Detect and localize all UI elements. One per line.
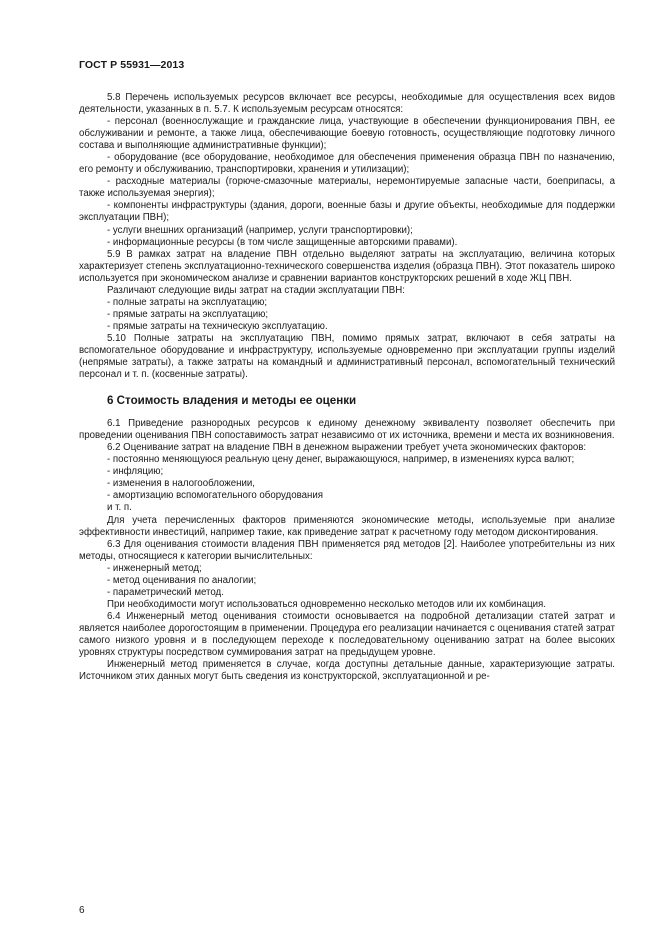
list-item: - расходные материалы (горюче-смазочные материалы, неремонтируемые запасные части, боеприпасы, а также используемая энергия); <box>79 176 615 200</box>
list-item: - компоненты инфраструктуры (здания, дороги, военные базы и другие объекты, необходимые для поддержки эксплуатации ПВН); <box>79 200 615 224</box>
paragraph-6-4: 6.4 Инженерный метод оценивания стоимости основывается на подробной детализации статей затрат и является наиболее дорогостоящим в применении. Процедура его реализации начинается с оценивания статей затрат самого низкого уровня и в последующем переходе к последовательному оцениванию затрат на более высоких уровнях структуры посредством суммирования затрат на предыдущем уровне. <box>79 610 615 659</box>
list-item: - прямые затраты на эксплуатацию; <box>107 308 269 320</box>
paragraph-5-9: 5.9 В рамках затрат на владение ПВН отдельно выделяют затраты на эксплуатацию, величина которых характеризует степень эксплуатационно-технического совершенства изделия (образца ПВН). Этот показатель широко используется при экономическом анализе и сравнении вариантов конструкторских решений в ходе ЖЦ ПВН. <box>79 248 615 284</box>
list-item: - параметрический метод. <box>107 586 224 598</box>
paragraph-6-3-combination: При необходимости могут использоваться одновременно несколько методов или их комбинация. <box>107 598 546 610</box>
paragraph-5-10: 5.10 Полные затраты на эксплуатацию ПВН, помимо прямых затрат, включают в себя затраты на вспомогательное оборудование и инфраструктуру, используемые одновременно при эксплуатации группы изделий (непрямые затраты), а также затраты на командный и административный персонал, вспомогательный технический персонал и т. п. (косвенные затраты). <box>79 332 615 381</box>
section-heading-6: 6 Стоимость владения и методы ее оценки <box>107 394 357 408</box>
list-item: - полные затраты на эксплуатацию; <box>107 296 268 308</box>
paragraph-6-2-factors: Для учета перечисленных факторов применяются экономические методы, используемые при анализе эффективности инвестиций, например такие, как приведение затрат к расчетному году методом дисконтирования. <box>79 514 615 538</box>
list-item: - изменения в налогообложении, <box>107 478 255 490</box>
list-item: - информационные ресурсы (в том числе защищенные авторскими правами). <box>107 236 458 248</box>
paragraph-5-8: 5.8 Перечень используемых ресурсов включает все ресурсы, необходимые для осуществления всех видов деятельности, указанных в п. 5.7. К используемым ресурсам относятся: <box>79 92 615 116</box>
list-item: - постоянно меняющуюся реальную цену денег, выражающуюся, например, в изменениях курса валют; <box>107 454 575 466</box>
page-body <box>79 92 615 683</box>
page-number: 6 <box>79 905 85 916</box>
list-item: - персонал (военнослужащие и гражданские лица, участвующие в обеспечении функционирования ПВН, ее обслуживании и ремонте, а также лица, обеспечивающие боевую готовность, осуществляющие подготовку личного состава и выполняющие административные функции); <box>79 116 615 152</box>
list-item: - инфляцию; <box>107 466 164 478</box>
document-header: ГОСТ Р 55931—2013 <box>79 59 185 71</box>
paragraph-5-9-intro: Различают следующие виды затрат на стадии эксплуатации ПВН: <box>107 284 405 296</box>
paragraph-6-4-engineering: Инженерный метод применяется в случае, когда доступны детальные данные, характеризующие затраты. Источником этих данных могут быть сведения из конструкторской, эксплуатационной и ре- <box>79 659 615 683</box>
paragraph-6-1: 6.1 Приведение разнородных ресурсов к единому денежному эквиваленту позволяет обеспечить при проведении оценивания ПВН сопоставимость затрат независимо от их источника, времени и места их возникновения. <box>79 418 615 442</box>
list-item: - метод оценивания по аналогии; <box>107 574 257 586</box>
paragraph-6-3: 6.3 Для оценивания стоимости владения ПВН применяется ряд методов [2]. Наиболее употребительны из них методы, относящиеся к категории вычислительных: <box>79 538 615 562</box>
list-item: - услуги внешних организаций (например, услуги транспортировки); <box>107 224 413 236</box>
list-item: и т. п. <box>107 502 132 514</box>
list-item: - амортизацию вспомогательного оборудования <box>107 490 324 502</box>
paragraph-6-2: 6.2 Оценивание затрат на владение ПВН в денежном выражении требует учета экономических факторов: <box>107 442 587 454</box>
list-item: - оборудование (все оборудование, необходимое для обеспечения применения образца ПВН по назначению, его ремонту и обслуживанию, транспортировки, хранения и утилизации); <box>79 152 615 176</box>
list-item: - инженерный метод; <box>107 562 202 574</box>
list-item: - прямые затраты на техническую эксплуатацию. <box>107 320 328 332</box>
